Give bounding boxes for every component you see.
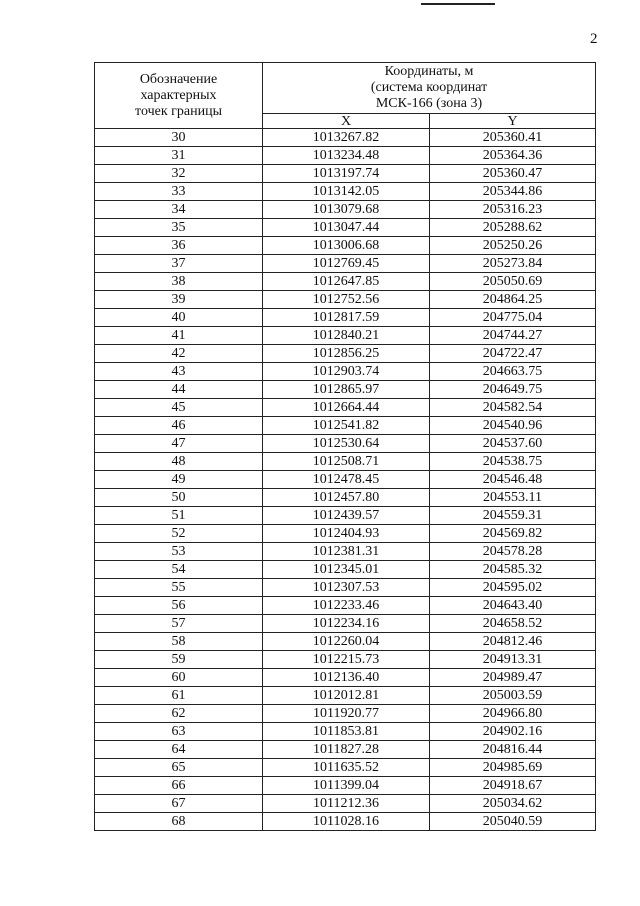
y-coordinate-cell: 204649.75	[430, 381, 596, 399]
point-cell: 40	[95, 309, 263, 327]
y-coordinate-cell: 204913.31	[430, 651, 596, 669]
y-column-header: Y	[430, 114, 596, 129]
point-cell: 38	[95, 273, 263, 291]
x-coordinate-cell: 1011920.77	[263, 705, 430, 723]
table-row	[95, 579, 596, 597]
point-cell: 66	[95, 777, 263, 795]
y-coordinate-cell: 204578.28	[430, 543, 596, 561]
x-coordinate-cell: 1013006.68	[263, 237, 430, 255]
coordinates-header	[263, 63, 596, 114]
y-coordinate-cell: 204537.60	[430, 435, 596, 453]
point-header-line: характерных	[140, 87, 217, 103]
top-rule	[421, 3, 495, 5]
point-cell: 46	[95, 417, 263, 435]
table-row	[95, 435, 596, 453]
y-coordinate-cell: 204864.25	[430, 291, 596, 309]
x-coordinate-cell: 1011028.16	[263, 813, 430, 831]
table-row	[95, 489, 596, 507]
table-row	[95, 165, 596, 183]
table-row	[95, 813, 596, 831]
x-coordinate-cell: 1012215.73	[263, 651, 430, 669]
table-row	[95, 345, 596, 363]
y-coordinate-cell: 204812.46	[430, 633, 596, 651]
table-row	[95, 129, 596, 147]
point-header-line: Обозначение	[139, 71, 218, 87]
coords-header-line: (система координат	[370, 80, 488, 95]
table-row	[95, 543, 596, 561]
x-coordinate-cell: 1012012.81	[263, 687, 430, 705]
y-coordinate-cell: 205360.41	[430, 129, 596, 147]
table-row	[95, 507, 596, 525]
point-cell: 34	[95, 201, 263, 219]
y-coordinate-cell: 204643.40	[430, 597, 596, 615]
x-coordinate-cell: 1013142.05	[263, 183, 430, 201]
table-row	[95, 399, 596, 417]
point-cell: 51	[95, 507, 263, 525]
coords-header-line: Координаты, м	[384, 64, 474, 79]
point-cell: 60	[95, 669, 263, 687]
point-cell: 67	[95, 795, 263, 813]
x-coordinate-cell: 1012530.64	[263, 435, 430, 453]
point-cell: 39	[95, 291, 263, 309]
coordinates-table	[94, 62, 596, 831]
x-coordinate-cell: 1013234.48	[263, 147, 430, 165]
x-column-header: X	[263, 114, 430, 129]
x-coordinate-cell: 1012439.57	[263, 507, 430, 525]
point-cell: 49	[95, 471, 263, 489]
table-row	[95, 363, 596, 381]
x-coordinate-cell: 1012345.01	[263, 561, 430, 579]
point-cell: 56	[95, 597, 263, 615]
table-row	[95, 633, 596, 651]
x-coordinate-cell: 1013079.68	[263, 201, 430, 219]
table-row	[95, 795, 596, 813]
y-coordinate-cell: 204553.11	[430, 489, 596, 507]
table-row	[95, 381, 596, 399]
point-cell: 32	[95, 165, 263, 183]
x-coordinate-cell: 1011635.52	[263, 759, 430, 777]
y-coordinate-cell: 205364.36	[430, 147, 596, 165]
table-row	[95, 219, 596, 237]
table-row	[95, 687, 596, 705]
point-cell: 55	[95, 579, 263, 597]
x-coordinate-cell: 1012478.45	[263, 471, 430, 489]
x-coordinate-cell: 1011853.81	[263, 723, 430, 741]
y-coordinate-cell: 205003.59	[430, 687, 596, 705]
x-coordinate-cell: 1012307.53	[263, 579, 430, 597]
y-coordinate-cell: 204918.67	[430, 777, 596, 795]
point-cell: 68	[95, 813, 263, 831]
x-coordinate-cell: 1011399.04	[263, 777, 430, 795]
y-coordinate-cell: 204658.52	[430, 615, 596, 633]
y-coordinate-cell: 204538.75	[430, 453, 596, 471]
x-coordinate-cell: 1012260.04	[263, 633, 430, 651]
point-cell: 33	[95, 183, 263, 201]
point-cell: 31	[95, 147, 263, 165]
table-row	[95, 453, 596, 471]
x-coordinate-cell: 1012840.21	[263, 327, 430, 345]
y-coordinate-cell: 204902.16	[430, 723, 596, 741]
table-row	[95, 705, 596, 723]
y-coordinate-cell: 205273.84	[430, 255, 596, 273]
y-coordinate-cell: 205344.86	[430, 183, 596, 201]
x-coordinate-cell: 1013047.44	[263, 219, 430, 237]
y-coordinate-cell: 204744.27	[430, 327, 596, 345]
x-coordinate-cell: 1011827.28	[263, 741, 430, 759]
table-row	[95, 471, 596, 489]
table-row	[95, 201, 596, 219]
table-row	[95, 417, 596, 435]
table-row	[95, 309, 596, 327]
y-coordinate-cell: 205050.69	[430, 273, 596, 291]
point-cell: 58	[95, 633, 263, 651]
table-row	[95, 561, 596, 579]
y-coordinate-cell: 205288.62	[430, 219, 596, 237]
coords-header-line: МСК-166 (зона 3)	[375, 96, 483, 111]
table-row	[95, 327, 596, 345]
x-coordinate-cell: 1012233.46	[263, 597, 430, 615]
table-row	[95, 237, 596, 255]
y-coordinate-cell: 204585.32	[430, 561, 596, 579]
x-coordinate-cell: 1012136.40	[263, 669, 430, 687]
point-cell: 45	[95, 399, 263, 417]
point-cell: 57	[95, 615, 263, 633]
point-cell: 47	[95, 435, 263, 453]
point-cell: 65	[95, 759, 263, 777]
table-row	[95, 651, 596, 669]
table-row	[95, 291, 596, 309]
x-coordinate-cell: 1012865.97	[263, 381, 430, 399]
x-coordinate-cell: 1013197.74	[263, 165, 430, 183]
y-coordinate-cell: 205316.23	[430, 201, 596, 219]
table-row	[95, 723, 596, 741]
point-cell: 59	[95, 651, 263, 669]
table-row	[95, 597, 596, 615]
y-coordinate-cell: 204985.69	[430, 759, 596, 777]
x-coordinate-cell: 1012234.16	[263, 615, 430, 633]
point-cell: 54	[95, 561, 263, 579]
table-row	[95, 759, 596, 777]
table-row	[95, 615, 596, 633]
x-coordinate-cell: 1012381.31	[263, 543, 430, 561]
x-coordinate-cell: 1012404.93	[263, 525, 430, 543]
table-row	[95, 183, 596, 201]
y-coordinate-cell: 204816.44	[430, 741, 596, 759]
y-coordinate-cell: 204775.04	[430, 309, 596, 327]
point-designation-header	[95, 63, 263, 129]
page-number: 2	[590, 31, 598, 47]
table-row	[95, 777, 596, 795]
x-coordinate-cell: 1012856.25	[263, 345, 430, 363]
x-coordinate-cell: 1011212.36	[263, 795, 430, 813]
x-coordinate-cell: 1012647.85	[263, 273, 430, 291]
point-cell: 42	[95, 345, 263, 363]
table-row	[95, 273, 596, 291]
y-coordinate-cell: 204540.96	[430, 417, 596, 435]
y-coordinate-cell: 204559.31	[430, 507, 596, 525]
y-coordinate-cell: 205034.62	[430, 795, 596, 813]
y-coordinate-cell: 204722.47	[430, 345, 596, 363]
y-coordinate-cell: 205250.26	[430, 237, 596, 255]
y-coordinate-cell: 205360.47	[430, 165, 596, 183]
point-cell: 36	[95, 237, 263, 255]
x-coordinate-cell: 1012664.44	[263, 399, 430, 417]
x-coordinate-cell: 1012752.56	[263, 291, 430, 309]
y-coordinate-cell: 204582.54	[430, 399, 596, 417]
point-cell: 48	[95, 453, 263, 471]
x-coordinate-cell: 1013267.82	[263, 129, 430, 147]
point-cell: 63	[95, 723, 263, 741]
x-coordinate-cell: 1012457.80	[263, 489, 430, 507]
y-coordinate-cell: 204966.80	[430, 705, 596, 723]
table-body	[95, 129, 596, 831]
y-coordinate-cell: 205040.59	[430, 813, 596, 831]
point-cell: 64	[95, 741, 263, 759]
point-cell: 35	[95, 219, 263, 237]
x-coordinate-cell: 1012817.59	[263, 309, 430, 327]
point-cell: 43	[95, 363, 263, 381]
y-coordinate-cell: 204569.82	[430, 525, 596, 543]
y-coordinate-cell: 204663.75	[430, 363, 596, 381]
point-cell: 37	[95, 255, 263, 273]
x-coordinate-cell: 1012508.71	[263, 453, 430, 471]
x-coordinate-cell: 1012769.45	[263, 255, 430, 273]
table-row	[95, 147, 596, 165]
point-cell: 41	[95, 327, 263, 345]
point-header-line: точек границы	[135, 103, 222, 119]
point-cell: 61	[95, 687, 263, 705]
table-row	[95, 741, 596, 759]
point-cell: 52	[95, 525, 263, 543]
point-cell: 44	[95, 381, 263, 399]
y-coordinate-cell: 204989.47	[430, 669, 596, 687]
y-coordinate-cell: 204595.02	[430, 579, 596, 597]
point-cell: 30	[95, 129, 263, 147]
table-row	[95, 255, 596, 273]
point-cell: 62	[95, 705, 263, 723]
y-coordinate-cell: 204546.48	[430, 471, 596, 489]
x-coordinate-cell: 1012541.82	[263, 417, 430, 435]
x-coordinate-cell: 1012903.74	[263, 363, 430, 381]
point-cell: 53	[95, 543, 263, 561]
table-row	[95, 669, 596, 687]
point-cell: 50	[95, 489, 263, 507]
table-row	[95, 525, 596, 543]
